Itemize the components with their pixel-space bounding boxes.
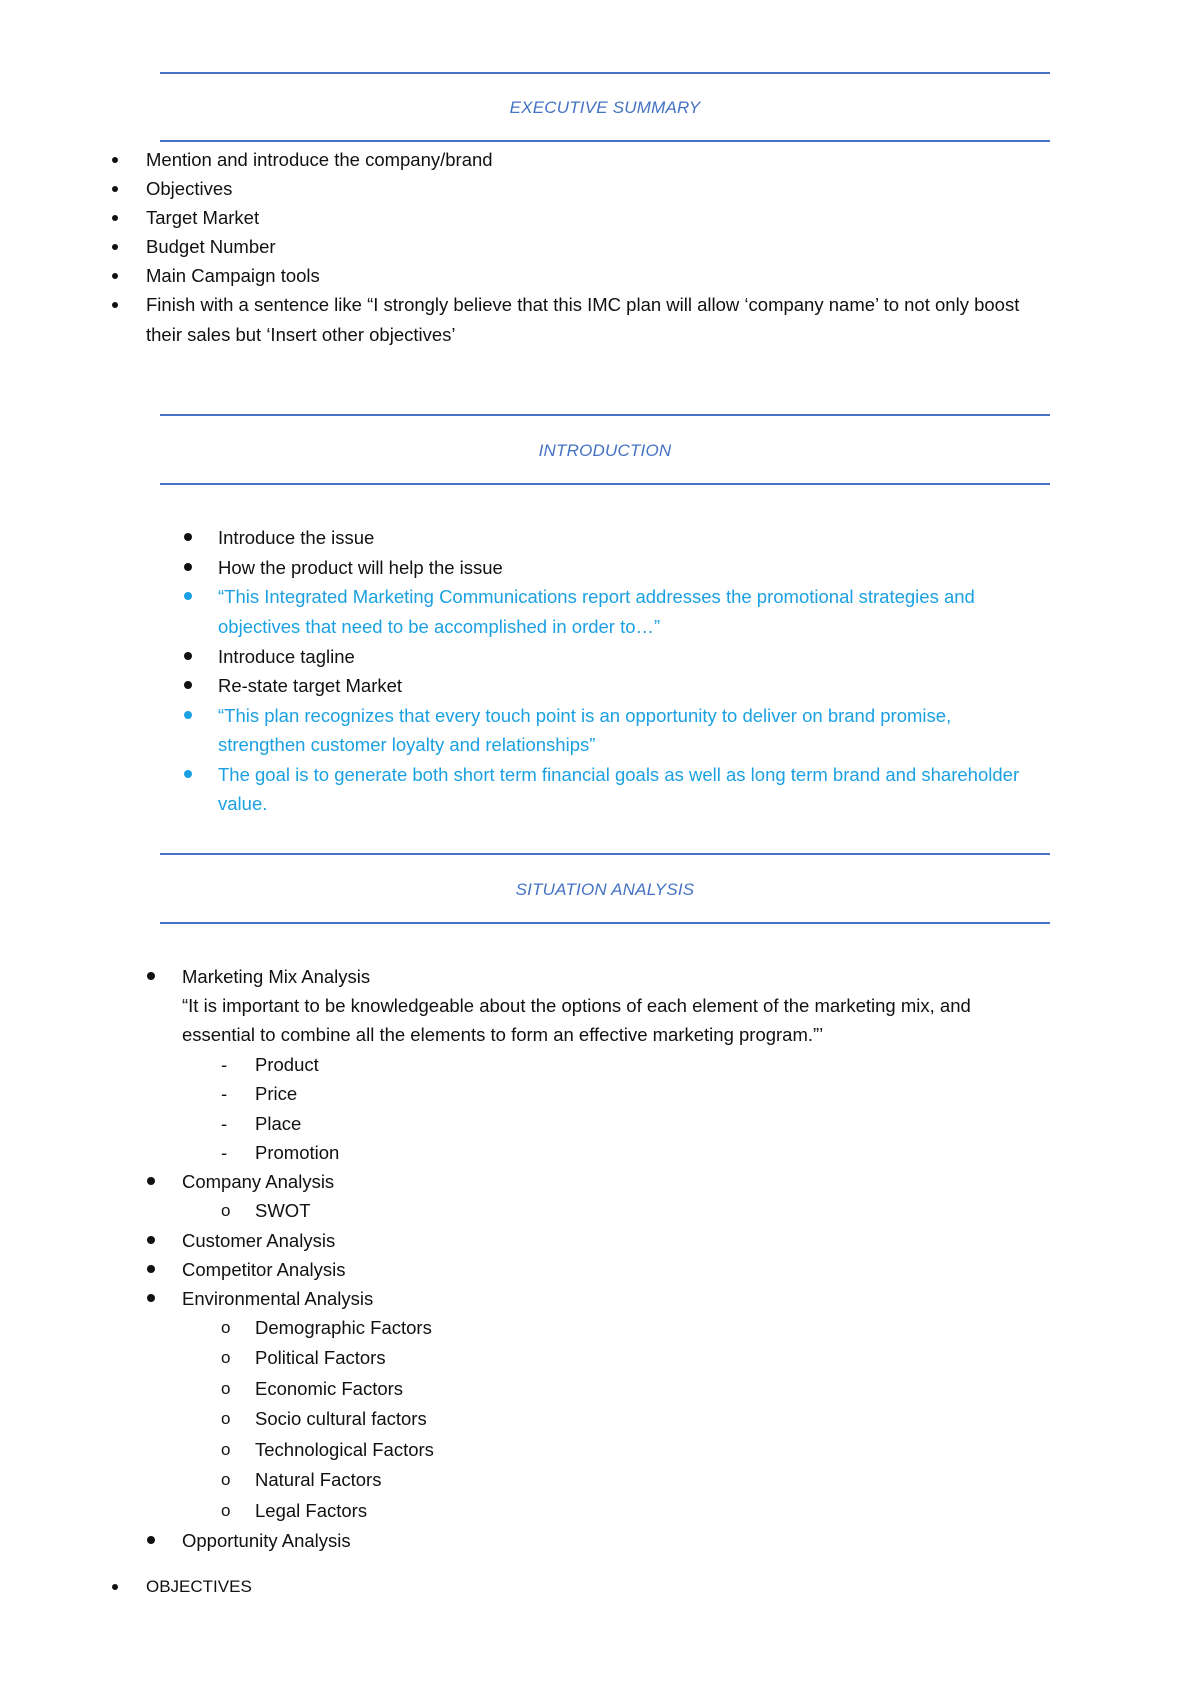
- sub-list-item: Place: [255, 1113, 302, 1134]
- list-item: Objectives: [146, 178, 233, 199]
- situation-analysis-heading: SITUATION ANALYSIS: [515, 880, 695, 899]
- list-item: Marketing Mix Analysis: [182, 966, 371, 987]
- bullet-icon: [147, 1177, 155, 1185]
- list-item: Competitor Analysis: [182, 1259, 346, 1280]
- sub-list-item: Natural Factors: [255, 1469, 382, 1490]
- dash-icon: -: [221, 1113, 228, 1134]
- list-item: Finish with a sentence like “I strongly believe that this IMC plan will allow ‘company name’ to not only boost: [146, 294, 1020, 315]
- dash-icon: -: [221, 1054, 228, 1075]
- list-item: Target Market: [146, 207, 260, 228]
- circle-bullet-icon: o: [221, 1470, 231, 1489]
- list-item: Opportunity Analysis: [182, 1530, 351, 1551]
- section-rule-bottom: [160, 922, 1050, 924]
- circle-bullet-icon: o: [221, 1201, 231, 1220]
- marketing-mix-quote: “It is important to be knowledgeable about the options of each element of the marketing mix, and: [182, 995, 971, 1016]
- bullet-icon: [184, 770, 192, 778]
- section-rule-top: [160, 414, 1050, 416]
- list-item-quote: “This Integrated Marketing Communications report addresses the promotional strategies and: [218, 586, 975, 607]
- list-item: How the product will help the issue: [218, 557, 503, 578]
- bullet-icon: [184, 563, 192, 571]
- list-item-continuation: objectives that need to be accomplished in order to…”: [218, 616, 661, 637]
- list-item: Main Campaign tools: [146, 265, 320, 286]
- sub-list-item: Price: [255, 1083, 298, 1104]
- bullet-icon: [184, 533, 192, 541]
- bullet-icon: [184, 592, 192, 600]
- bullet-icon: [112, 215, 118, 221]
- sub-list-item: SWOT: [255, 1200, 311, 1221]
- sub-list-item: Economic Factors: [255, 1378, 404, 1399]
- sub-list-item: Socio cultural factors: [255, 1408, 427, 1429]
- section-rule-bottom: [160, 483, 1050, 485]
- list-item: Mention and introduce the company/brand: [146, 149, 493, 170]
- list-item: Re-state target Market: [218, 675, 403, 696]
- circle-bullet-icon: o: [221, 1318, 231, 1337]
- list-item: Budget Number: [146, 236, 276, 257]
- list-item-continuation: value.: [218, 793, 268, 814]
- list-item: Introduce tagline: [218, 646, 355, 667]
- sub-list-item: Demographic Factors: [255, 1317, 432, 1338]
- list-item: Company Analysis: [182, 1171, 335, 1192]
- bullet-icon: [112, 157, 118, 163]
- circle-bullet-icon: o: [221, 1379, 231, 1398]
- circle-bullet-icon: o: [221, 1440, 231, 1459]
- list-item-continuation: strengthen customer loyalty and relationships”: [218, 734, 596, 755]
- sub-list-item: Promotion: [255, 1142, 340, 1163]
- sub-list-item: Legal Factors: [255, 1500, 368, 1521]
- bullet-icon: [112, 186, 118, 192]
- bullet-icon: [147, 1536, 155, 1544]
- sub-list-item: Technological Factors: [255, 1439, 434, 1460]
- executive-summary-heading: EXECUTIVE SUMMARY: [509, 98, 701, 117]
- list-item: Introduce the issue: [218, 527, 375, 548]
- circle-bullet-icon: o: [221, 1409, 231, 1428]
- dash-icon: -: [221, 1142, 228, 1163]
- circle-bullet-icon: o: [221, 1348, 231, 1367]
- bullet-icon: [112, 244, 118, 250]
- section-rule-top: [160, 853, 1050, 855]
- list-item: Customer Analysis: [182, 1230, 336, 1251]
- list-item-quote: “This plan recognizes that every touch point is an opportunity to deliver on brand promise,: [218, 705, 952, 726]
- introduction-heading: INTRODUCTION: [538, 441, 672, 460]
- marketing-mix-quote: essential to combine all the elements to form an effective marketing program.”’: [182, 1024, 824, 1045]
- bullet-icon: [112, 1584, 118, 1590]
- circle-bullet-icon: o: [221, 1501, 231, 1520]
- bullet-icon: [147, 972, 155, 980]
- bullet-icon: [184, 652, 192, 660]
- objectives-label: OBJECTIVES: [146, 1577, 252, 1596]
- dash-icon: -: [221, 1083, 228, 1104]
- list-item: Environmental Analysis: [182, 1288, 374, 1309]
- bullet-icon: [184, 711, 192, 719]
- list-item-continuation: their sales but ‘Insert other objectives’: [146, 324, 456, 345]
- bullet-icon: [147, 1294, 155, 1302]
- bullet-icon: [112, 302, 118, 308]
- bullet-icon: [112, 273, 118, 279]
- bullet-icon: [147, 1265, 155, 1273]
- bullet-icon: [184, 681, 192, 689]
- list-item-quote: The goal is to generate both short term financial goals as well as long term brand and shareholder: [218, 764, 1020, 785]
- sub-list-item: Product: [255, 1054, 319, 1075]
- section-rule-top: [160, 72, 1050, 74]
- sub-list-item: Political Factors: [255, 1347, 386, 1368]
- bullet-icon: [147, 1236, 155, 1244]
- section-rule-bottom: [160, 140, 1050, 142]
